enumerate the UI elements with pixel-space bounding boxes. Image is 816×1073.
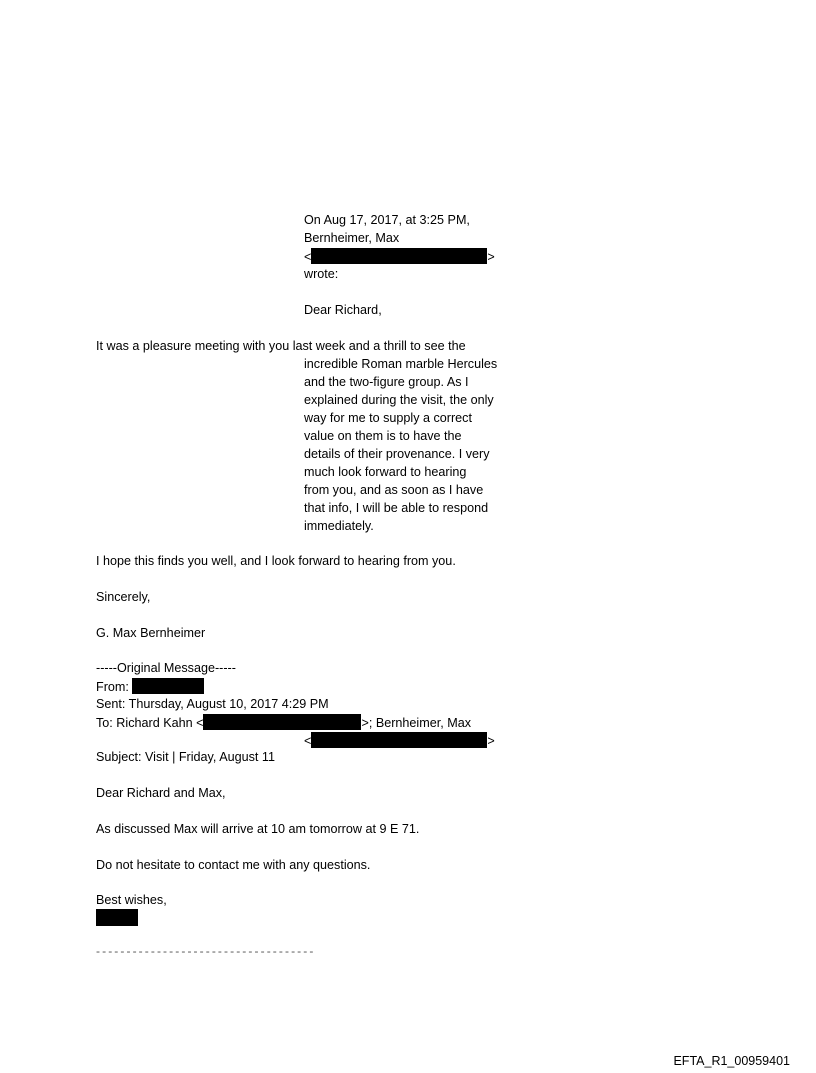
paragraph-line: that info, I will be able to respond [304,501,489,515]
paragraph-line: details of their provenance. I very [304,447,490,461]
wrote-label: wrote: [304,267,339,281]
document-id: EFTA_R1_00959401 [673,1054,790,1068]
signature: G. Max Bernheimer [96,626,206,640]
hope-line: I hope this finds you well, and I look forward to hearing from you. [96,554,456,568]
close-bracket: > [487,250,495,264]
signature-redaction-line [96,909,138,928]
to-prefix: To: Richard Kahn < [96,716,204,730]
from-line [96,678,204,696]
original-greeting: Dear Richard and Max, [96,786,226,800]
paragraph-line: and the two-figure group. As I [304,375,469,389]
greeting: Dear Richard, [304,303,382,317]
paragraph-line: value on them is to have the [304,429,462,443]
original-body-line: Do not hesitate to contact me with any questions. [96,858,371,872]
redaction-block [96,909,138,926]
quoted-date-line: On Aug 17, 2017, at 3:25 PM, [304,213,470,227]
closing: Sincerely, [96,590,151,604]
quoted-sender-email-line [304,248,495,266]
original-body-line: As discussed Max will arrive at 10 am tomorrow at 9 E 71. [96,822,420,836]
to-suffix: >; Bernheimer, Max [361,716,472,730]
redaction-block [203,714,361,730]
redaction-block [132,678,204,694]
paragraph-line: immediately. [304,519,374,533]
dashed-divider: ------------------------------------ [96,944,316,958]
to-email-line [304,732,495,750]
redaction-block [311,248,487,264]
paragraph-line: from you, and as soon as I have [304,483,484,497]
paragraph-line: explained during the visit, the only [304,393,494,407]
original-message-separator: -----Original Message----- [96,661,236,675]
from-label: From: [96,680,129,694]
open-bracket: < [304,250,312,264]
paragraph-line: much look forward to hearing [304,465,467,479]
paragraph-line: It was a pleasure meeting with you last week and a thrill to see the [96,339,466,353]
redaction-block [311,732,487,748]
close-bracket: > [487,734,495,748]
paragraph-line: way for me to supply a correct [304,411,472,425]
open-bracket: < [304,734,312,748]
to-line [96,714,471,732]
subject-line: Subject: Visit | Friday, August 11 [96,750,275,764]
original-closing: Best wishes, [96,893,167,907]
paragraph-line: incredible Roman marble Hercules [304,357,498,371]
sent-line: Sent: Thursday, August 10, 2017 4:29 PM [96,697,329,711]
quoted-sender-name: Bernheimer, Max [304,231,400,245]
